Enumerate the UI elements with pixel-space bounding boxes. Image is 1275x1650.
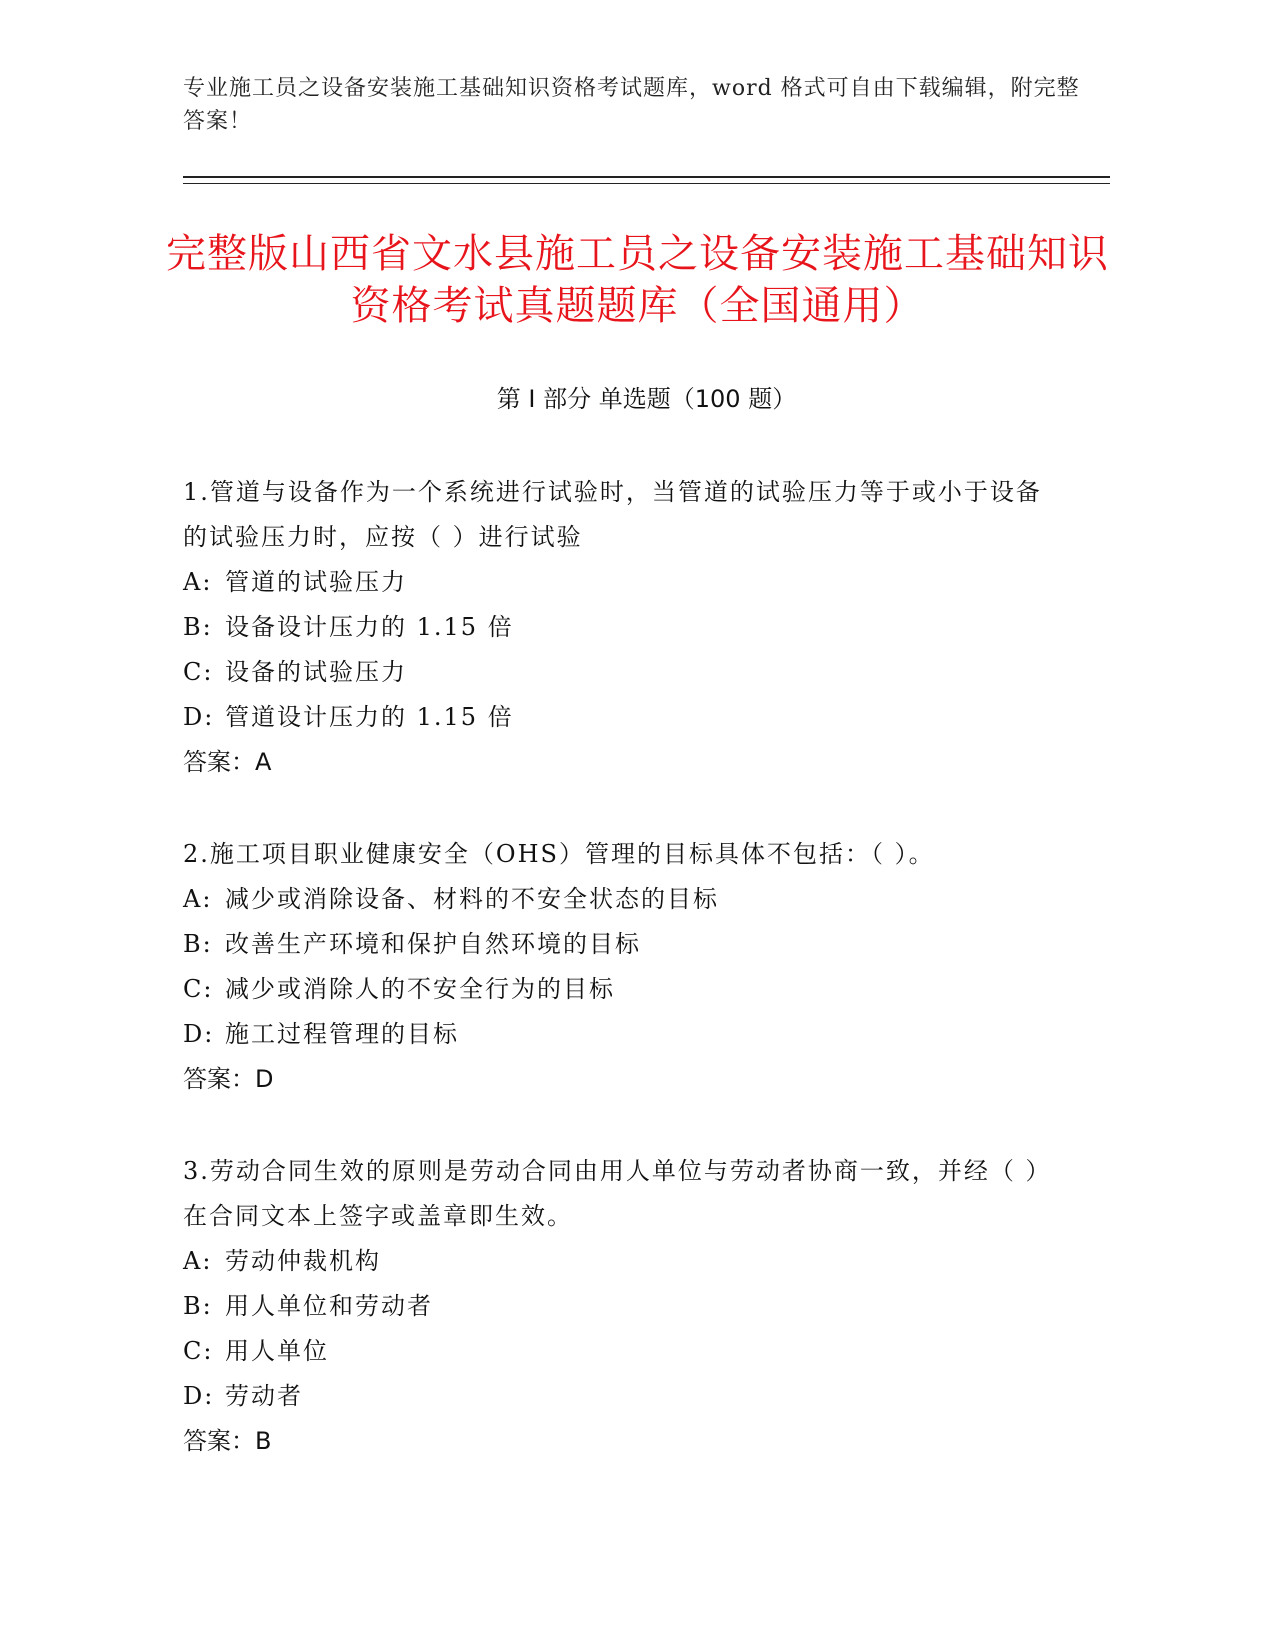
option-text: 减少或消除人的不安全行为的目标 bbox=[225, 975, 615, 1003]
question-stem: 3.劳动合同生效的原则是劳动合同由用人单位与劳动者协商一致，并经（ ）在合同文本上签字或盖章即生效。 bbox=[183, 1157, 1052, 1230]
option-key: D: bbox=[183, 1020, 215, 1048]
option-c bbox=[183, 1329, 1063, 1374]
option-b bbox=[183, 605, 1063, 650]
option-key: D: bbox=[183, 703, 215, 731]
option-key: D: bbox=[183, 1382, 215, 1410]
question-3 bbox=[183, 1149, 1063, 1464]
option-text: 管道设计压力的 1.15 倍 bbox=[225, 703, 514, 731]
option-c bbox=[183, 967, 1063, 1012]
option-a bbox=[183, 560, 1063, 605]
option-text: 管道的试验压力 bbox=[225, 568, 407, 596]
header-divider bbox=[183, 176, 1110, 184]
question-list bbox=[183, 470, 1063, 1511]
option-d bbox=[183, 1012, 1063, 1057]
answer-line: 答案：B bbox=[183, 1427, 272, 1455]
option-d bbox=[183, 1374, 1063, 1419]
option-text: 设备的试验压力 bbox=[225, 658, 407, 686]
option-a bbox=[183, 1239, 1063, 1284]
option-key: B: bbox=[183, 930, 213, 958]
option-key: A: bbox=[183, 568, 213, 596]
option-key: B: bbox=[183, 613, 213, 641]
option-text: 劳动者 bbox=[225, 1382, 303, 1410]
option-c bbox=[183, 650, 1063, 695]
header-note: 专业施工员之设备安装施工基础知识资格考试题库，word 格式可自由下载编辑，附完整答案！ bbox=[183, 76, 1080, 134]
option-text: 劳动仲裁机构 bbox=[225, 1247, 381, 1275]
option-key: A: bbox=[183, 885, 213, 913]
option-key: C: bbox=[183, 1337, 214, 1365]
option-d bbox=[183, 695, 1063, 740]
option-key: C: bbox=[183, 658, 214, 686]
option-text: 用人单位 bbox=[225, 1337, 329, 1365]
option-b bbox=[183, 1284, 1063, 1329]
option-text: 用人单位和劳动者 bbox=[225, 1292, 433, 1320]
document-title: 完整版山西省文水县施工员之设备安装施工基础知识资格考试真题题库（全国通用） bbox=[166, 231, 1109, 329]
question-stem: 1.管道与设备作为一个系统进行试验时，当管道的试验压力等于或小于设备的试验压力时，应按（ ）进行试验 bbox=[183, 478, 1042, 551]
answer-line: 答案：A bbox=[183, 748, 272, 776]
option-key: B: bbox=[183, 1292, 213, 1320]
answer-line: 答案：D bbox=[183, 1065, 274, 1093]
option-a bbox=[183, 877, 1063, 922]
option-key: C: bbox=[183, 975, 214, 1003]
option-key: A: bbox=[183, 1247, 213, 1275]
option-text: 施工过程管理的目标 bbox=[225, 1020, 459, 1048]
section-title: 第 I 部分 单选题（100 题） bbox=[496, 385, 797, 413]
question-stem: 2.施工项目职业健康安全（OHS）管理的目标具体不包括：（ ）。 bbox=[183, 840, 935, 868]
question-2 bbox=[183, 832, 1063, 1102]
question-1 bbox=[183, 470, 1063, 785]
option-text: 减少或消除设备、材料的不安全状态的目标 bbox=[225, 885, 719, 913]
option-text: 改善生产环境和保护自然环境的目标 bbox=[225, 930, 641, 958]
option-b bbox=[183, 922, 1063, 967]
option-text: 设备设计压力的 1.15 倍 bbox=[225, 613, 514, 641]
